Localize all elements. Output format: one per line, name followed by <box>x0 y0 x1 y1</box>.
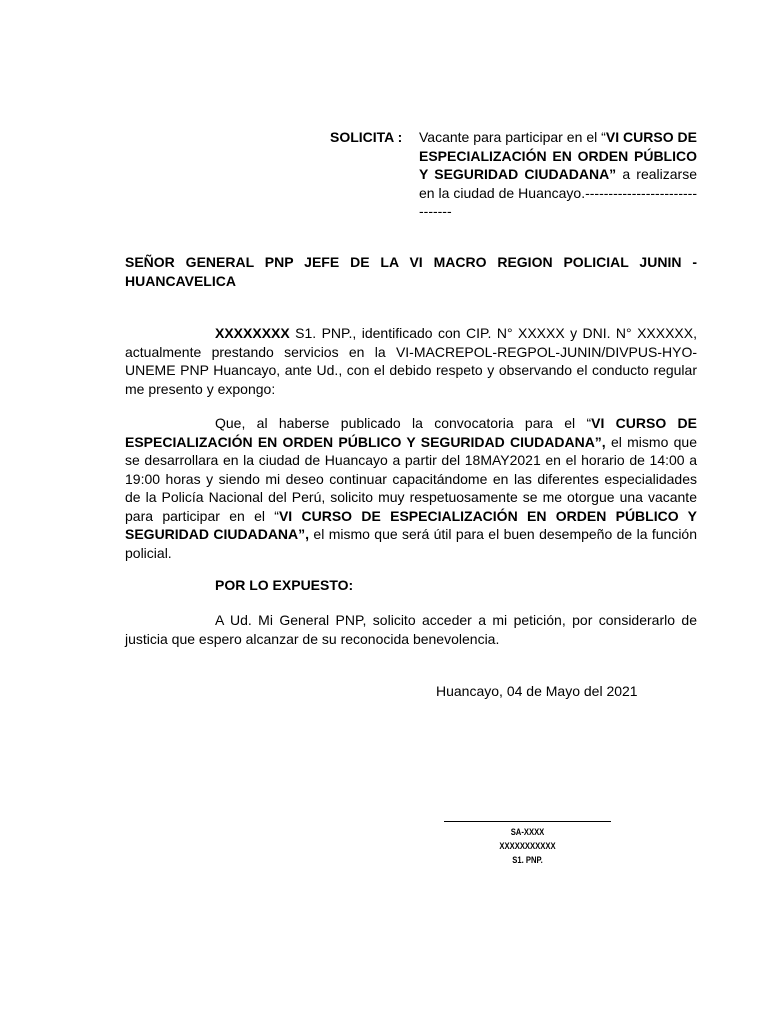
applicant-name: XXXXXXXX <box>215 325 290 341</box>
paragraph-2-course-2: VI CURSO DE ESPECIALIZACIÓN EN ORDEN PÚBLICO Y SEGURIDAD CIUDADANA”, <box>125 507 698 542</box>
solicita-course: VI CURSO DE ESPECIALIZACIÓN EN ORDEN PÚBLICO Y SEGURIDAD CIUDADANA” <box>419 129 698 182</box>
paragraph-1-text: S1. PNP., identificado con CIP. N° XXXXX y DNI. N° XXXXXX, actualmente prestando servicios en la VI-MACREPOL-REGPOL-JUNIN/DIVPUS-HYO-UNEME PNP Huancayo, ante Ud., con el debido respeto y observando el conducto regular me presento y expongo: <box>125 325 697 397</box>
solicita-text-1: Vacante para participar en el “ <box>419 129 606 145</box>
signature-line <box>444 821 611 822</box>
por-lo-expuesto-heading: POR LO EXPUESTO: <box>215 577 354 593</box>
paragraph-1 <box>125 324 697 398</box>
paragraph-2 <box>125 414 697 562</box>
paragraph-2-text-2: el mismo que se desarrollara en la ciudad de Huancayo a partir del 18MAY2021 en el horario de 14:00 a 19:00 horas y siendo mi deseo continuar capacitándome en las diferentes especialidades de la Policía Nacional del Perú, solicito muy respetuosamente se me otorgue una vacante para participar en el “ <box>125 433 697 524</box>
solicita-label: SOLICITA : <box>330 129 403 145</box>
date-line: Huancayo, 04 de Mayo del 2021 <box>436 683 638 699</box>
signature-rank-code: SA-XXXX <box>510 827 545 837</box>
paragraph-2-text-1: Que, al haberse publicado la convocatoria para el “ <box>215 415 592 431</box>
paragraph-3: A Ud. Mi General PNP, solicito acceder a mi petición, por considerarlo de justicia que espero alcanzar de su reconocida benevolencia. <box>125 612 697 647</box>
paragraph-2-course-1: VI CURSO DE ESPECIALIZACIÓN EN ORDEN PÚBLICO Y SEGURIDAD CIUDADANA”, <box>125 415 698 450</box>
signature-name: XXXXXXXXXXX <box>499 841 556 851</box>
addressee: SEÑOR GENERAL PNP JEFE DE LA VI MACRO REGION POLICIAL JUNIN - HUANCAVELICA <box>125 254 697 289</box>
signature-block <box>457 825 599 867</box>
signature-rank: S1. PNP. <box>512 855 543 865</box>
solicita-text-2: a realizarse en la ciudad de Huancayo.------------------------------- <box>419 166 697 219</box>
paragraph-2-text-3: el mismo que será útil para el buen desempeño de la función policial. <box>125 526 697 561</box>
solicita-text <box>419 128 697 221</box>
